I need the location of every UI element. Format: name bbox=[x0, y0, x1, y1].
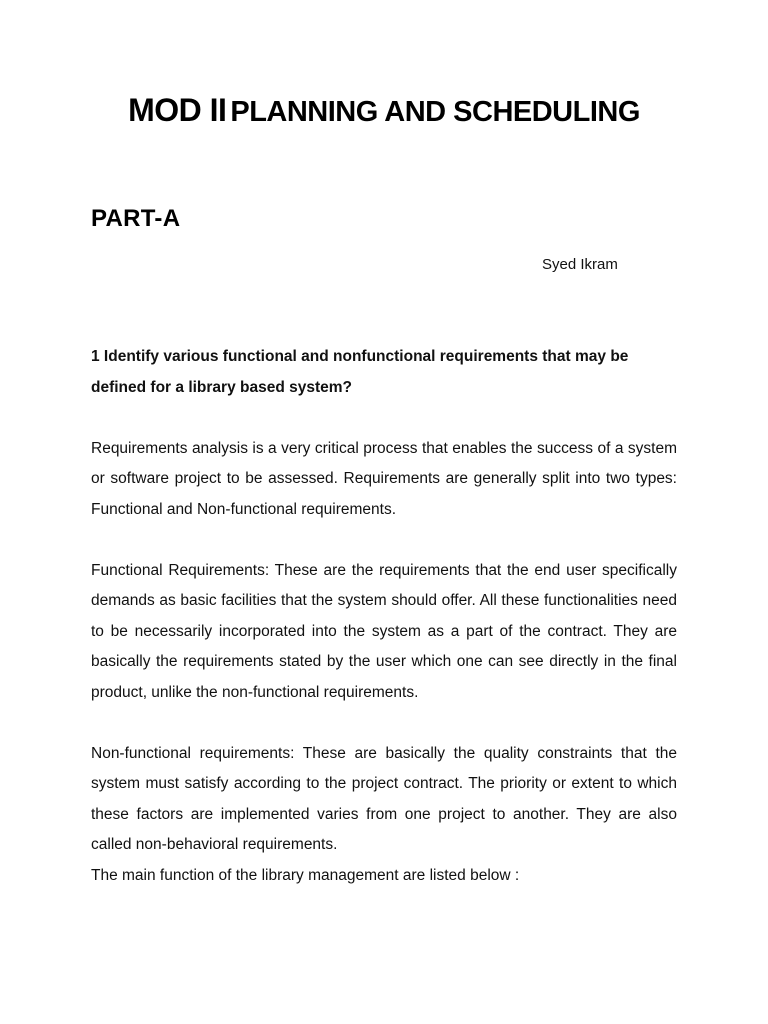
page-title bbox=[0, 92, 768, 129]
title-prefix: MOD II bbox=[128, 92, 227, 128]
closing-line: The main function of the library management are listed below : bbox=[91, 866, 520, 884]
question-text: 1 Identify various functional and nonfunctional requirements that may be defined for a library based system? bbox=[91, 348, 629, 396]
section-heading: PART-A bbox=[91, 205, 181, 232]
title-rest: PLANNING AND SCHEDULING bbox=[230, 96, 640, 128]
document-body bbox=[91, 342, 677, 891]
paragraph-nonfunctional: Non-functional requirements: These are basically the quality constraints that the system must satisfy according to the project contract. The priority or extent to which these factors are implemented varies from one project to another. They are also called non-behavioral requirements. bbox=[91, 744, 677, 853]
author-name: Syed Ikram bbox=[542, 256, 618, 273]
paragraph-functional: Functional Requirements: These are the requirements that the end user specifically demands as basic facilities that the system should offer. All these functionalities need to be necessarily incorporated into the system as a part of the contract. They are basically the requirements stated by the user which one can see directly in the final product, unlike the non-functional requirements. bbox=[91, 561, 677, 701]
paragraph-intro: Requirements analysis is a very critical process that enables the success of a system or software project to be assessed. Requirements are generally split into two types: Functional and Non-functional requirements. bbox=[91, 439, 677, 518]
